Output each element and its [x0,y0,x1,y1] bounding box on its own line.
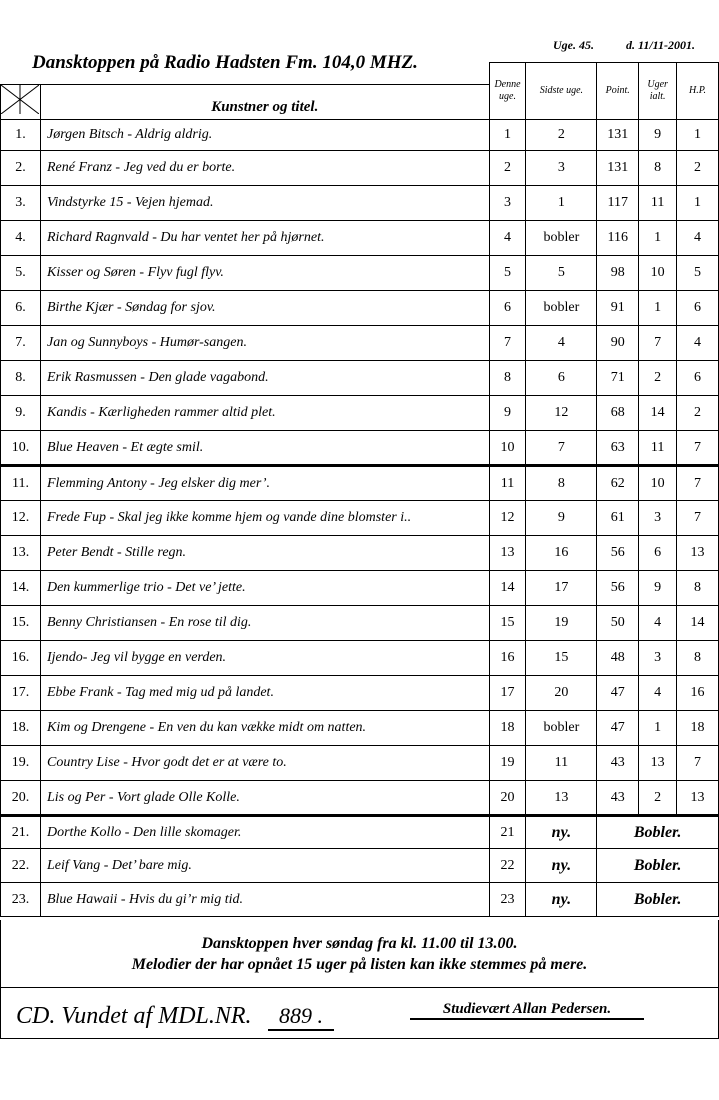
this-week-cell: 22 [489,849,526,883]
artist-title-cell: Blue Heaven - Et ægte smil. [40,431,489,466]
table-row [1,606,719,641]
table-row [1,396,719,431]
table-row [1,291,719,326]
hp-cell: 16 [677,676,719,711]
rank-cell: 22. [1,849,41,883]
rank-cell: 5. [1,256,41,291]
col-weeks-total: Uger ialt. [639,63,677,120]
weeks-cell: 8 [639,151,677,186]
this-week-cell: 6 [489,291,526,326]
points-cell: 62 [597,466,639,501]
points-cell: 71 [597,361,639,396]
artist-title-cell: Blue Hawaii - Hvis du gi’r mig tid. [40,883,489,917]
hp-cell: 14 [677,606,719,641]
bubbler-row [1,816,719,849]
rank-cell: 9. [1,396,41,431]
last-week-cell: 19 [526,606,597,641]
points-cell: 56 [597,536,639,571]
hp-cell: 6 [677,361,719,396]
this-week-cell: 7 [489,326,526,361]
rank-cell: 14. [1,571,41,606]
this-week-cell: 16 [489,641,526,676]
this-week-cell: 15 [489,606,526,641]
this-week-cell: 3 [489,186,526,221]
hp-cell: 2 [677,151,719,186]
cd-winner-label: CD. Vundet af MDL.NR. [16,1003,252,1029]
last-week-cell: 4 [526,326,597,361]
hp-cell: 1 [677,186,719,221]
rank-cell: 17. [1,676,41,711]
new-entry-cell: ny. [526,816,597,849]
artist-title-cell: Peter Bendt - Stille regn. [40,536,489,571]
points-cell: 98 [597,256,639,291]
last-week-cell: 13 [526,781,597,816]
bubbler-row [1,849,719,883]
this-week-cell: 8 [489,361,526,396]
bubbler-status-cell: Bobler. [597,883,719,917]
table-row [1,676,719,711]
this-week-cell: 17 [489,676,526,711]
last-week-cell: 2 [526,120,597,151]
points-cell: 47 [597,676,639,711]
this-week-cell: 13 [489,536,526,571]
last-week-cell: 6 [526,361,597,396]
hp-cell: 7 [677,431,719,466]
col-points: Point. [597,63,639,120]
week-label: Uge. 45. [553,38,594,52]
last-week-cell: 15 [526,641,597,676]
hp-cell: 6 [677,291,719,326]
weeks-cell: 4 [639,676,677,711]
rank-cell: 6. [1,291,41,326]
weeks-cell: 14 [639,396,677,431]
artist-title-cell: René Franz - Jeg ved du er borte. [40,151,489,186]
rank-cell: 23. [1,883,41,917]
this-week-cell: 9 [489,396,526,431]
corner-cell [1,85,41,120]
points-cell: 68 [597,396,639,431]
hp-cell: 18 [677,711,719,746]
table-row [1,536,719,571]
weeks-cell: 9 [639,120,677,151]
points-cell: 63 [597,431,639,466]
last-week-cell: bobler [526,711,597,746]
table-row [1,781,719,816]
weeks-cell: 1 [639,711,677,746]
weeks-cell: 11 [639,431,677,466]
this-week-cell: 21 [489,816,526,849]
footer-line-rule: Melodier der har opnået 15 uger på listen kan ikke stemmes på mere. [131,956,588,973]
header-row-top [1,63,719,85]
cd-winner-number: 889 . [268,1003,334,1031]
artist-title-cell: Kandis - Kærligheden rammer altid plet. [40,396,489,431]
this-week-cell: 12 [489,501,526,536]
rank-cell: 15. [1,606,41,641]
footer-line-schedule: Dansktoppen hver søndag fra kl. 11.00 til 13.00. [201,935,518,952]
page-title: Dansktoppen på Radio Hadsten Fm. 104,0 MHZ. [32,52,418,73]
artist-title-cell: Benny Christiansen - En rose til dig. [40,606,489,641]
hp-cell: 4 [677,221,719,256]
this-week-cell: 1 [489,120,526,151]
bubbler-status-cell: Bobler. [597,816,719,849]
weeks-cell: 10 [639,256,677,291]
points-cell: 131 [597,151,639,186]
hp-cell: 4 [677,326,719,361]
weeks-cell: 9 [639,571,677,606]
table-row [1,256,719,291]
table-row [1,746,719,781]
date-label: d. 11/11-2001. [626,38,696,52]
hp-cell: 13 [677,781,719,816]
hp-cell: 7 [677,501,719,536]
weeks-cell: 4 [639,606,677,641]
artist-title-cell: Lis og Per - Vort glade Olle Kolle. [40,781,489,816]
table-row [1,151,719,186]
artist-title-cell: Kim og Drengene - En ven du kan vække midt om natten. [40,711,489,746]
table-row [1,501,719,536]
artist-title-cell: Den kummerlige trio - Det ve’ jette. [40,571,489,606]
col-last-week: Sidste uge. [526,63,597,120]
this-week-cell: 23 [489,883,526,917]
col-this-week: Denne uge. [489,63,526,120]
rank-cell: 18. [1,711,41,746]
col-hp: H.P. [677,63,719,120]
rank-cell: 3. [1,186,41,221]
hp-cell: 13 [677,536,719,571]
this-week-cell: 20 [489,781,526,816]
artist-title-cell: Birthe Kjær - Søndag for sjov. [40,291,489,326]
weeks-cell: 6 [639,536,677,571]
rank-cell: 21. [1,816,41,849]
weeks-cell: 10 [639,466,677,501]
rank-cell: 7. [1,326,41,361]
table-row [1,711,719,746]
table-row [1,221,719,256]
points-cell: 117 [597,186,639,221]
artist-title-cell: Ebbe Frank - Tag med mig ud på landet. [40,676,489,711]
crossed-box-icon [1,85,39,114]
footer-note [0,920,719,988]
this-week-cell: 2 [489,151,526,186]
weeks-cell: 11 [639,186,677,221]
this-week-cell: 5 [489,256,526,291]
artist-title-cell: Flemming Antony - Jeg elsker dig mer’. [40,466,489,501]
artist-title-cell: Dorthe Kollo - Den lille skomager. [40,816,489,849]
hp-cell: 7 [677,466,719,501]
table-row [1,120,719,151]
this-week-cell: 19 [489,746,526,781]
artist-title-cell: Jan og Sunnyboys - Humør-sangen. [40,326,489,361]
last-week-cell: 3 [526,151,597,186]
rank-cell: 13. [1,536,41,571]
hp-cell: 8 [677,571,719,606]
points-cell: 48 [597,641,639,676]
table-row [1,466,719,501]
points-cell: 131 [597,120,639,151]
hp-cell: 1 [677,120,719,151]
rank-cell: 2. [1,151,41,186]
table-row [1,431,719,466]
last-week-cell: bobler [526,221,597,256]
artist-title-cell: Country Lise - Hvor godt det er at være to. [40,746,489,781]
artist-title-cell: Leif Vang - Det’ bare mig. [40,849,489,883]
points-cell: 61 [597,501,639,536]
rank-cell: 12. [1,501,41,536]
points-cell: 90 [597,326,639,361]
chart-table [0,62,719,917]
host-signature: Studievært Allan Pedersen. [410,1001,644,1020]
this-week-cell: 4 [489,221,526,256]
last-week-cell: 16 [526,536,597,571]
artist-title-cell: Erik Rasmussen - Den glade vagabond. [40,361,489,396]
this-week-cell: 10 [489,431,526,466]
artist-title-cell: Ijendo- Jeg vil bygge en verden. [40,641,489,676]
last-week-cell: 1 [526,186,597,221]
rank-cell: 8. [1,361,41,396]
weeks-cell: 7 [639,326,677,361]
last-week-cell: 20 [526,676,597,711]
weeks-cell: 3 [639,641,677,676]
points-cell: 91 [597,291,639,326]
artist-title-cell: Vindstyrke 15 - Vejen hjemad. [40,186,489,221]
last-week-cell: 12 [526,396,597,431]
last-week-cell: 5 [526,256,597,291]
weeks-cell: 3 [639,501,677,536]
rank-cell: 11. [1,466,41,501]
this-week-cell: 14 [489,571,526,606]
rank-cell: 4. [1,221,41,256]
last-week-cell: 9 [526,501,597,536]
weeks-cell: 1 [639,221,677,256]
table-row [1,326,719,361]
artist-title-cell: Richard Ragnvald - Du har ventet her på hjørnet. [40,221,489,256]
points-cell: 43 [597,746,639,781]
rank-cell: 20. [1,781,41,816]
rank-cell: 10. [1,431,41,466]
table-row [1,641,719,676]
hp-cell: 7 [677,746,719,781]
points-cell: 116 [597,221,639,256]
rank-cell: 1. [1,120,41,151]
last-week-cell: 8 [526,466,597,501]
last-week-cell: 17 [526,571,597,606]
points-cell: 43 [597,781,639,816]
points-cell: 56 [597,571,639,606]
weeks-cell: 1 [639,291,677,326]
artist-title-cell: Jørgen Bitsch - Aldrig aldrig. [40,120,489,151]
last-week-cell: 7 [526,431,597,466]
artist-title-cell: Frede Fup - Skal jeg ikke komme hjem og vande dine blomster i.. [40,501,489,536]
col-artist-title: Kunstner og titel. [40,85,489,120]
last-week-cell: 11 [526,746,597,781]
weeks-cell: 13 [639,746,677,781]
table-row [1,186,719,221]
hp-cell: 2 [677,396,719,431]
artist-title-cell: Kisser og Søren - Flyv fugl flyv. [40,256,489,291]
weeks-cell: 2 [639,781,677,816]
points-cell: 47 [597,711,639,746]
bubbler-row [1,883,719,917]
new-entry-cell: ny. [526,849,597,883]
new-entry-cell: ny. [526,883,597,917]
bubbler-status-cell: Bobler. [597,849,719,883]
hp-cell: 5 [677,256,719,291]
last-week-cell: bobler [526,291,597,326]
rank-cell: 19. [1,746,41,781]
hp-cell: 8 [677,641,719,676]
this-week-cell: 18 [489,711,526,746]
table-row [1,571,719,606]
rank-cell: 16. [1,641,41,676]
this-week-cell: 11 [489,466,526,501]
weeks-cell: 2 [639,361,677,396]
points-cell: 50 [597,606,639,641]
table-row [1,361,719,396]
